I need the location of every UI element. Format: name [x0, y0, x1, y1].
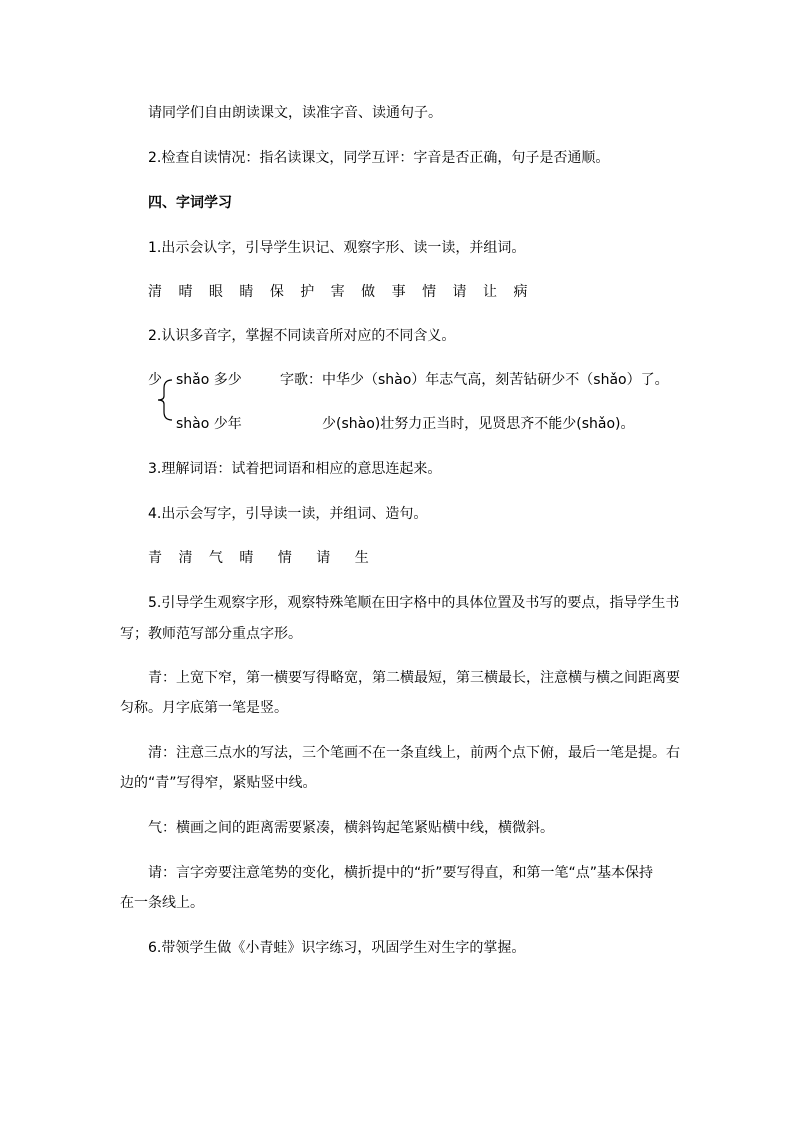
char: 晴: [239, 550, 254, 566]
char: 清: [148, 284, 162, 300]
char: 病: [513, 284, 528, 300]
char: 害: [330, 284, 345, 300]
polyphone-rhyme-1: 字歌：中华少（shào）年志气高，刻苦钻研少不（shǎo）了。: [280, 372, 669, 388]
char: 做: [361, 284, 376, 300]
brace-icon: [150, 376, 174, 424]
paragraph-polyphone: 2.认识多音字，掌握不同读音所对应的不同含义。: [148, 328, 456, 344]
char: 情: [277, 550, 292, 566]
recognize-chars-row: [148, 282, 539, 302]
polyphone-reading-2: shào 少年: [176, 416, 242, 432]
paragraph-observe-shape-line2: 写；教师范写部分重点字形。: [120, 626, 302, 642]
char: 睛: [239, 284, 254, 300]
note-qing3-line1: 请：言字旁要注意笔势的变化，横折提中的“折”要写得直，和第一笔“点”基本保持: [148, 865, 654, 881]
paragraph-write-chars: 4.出示会写字，引导读一读，并组词、造句。: [148, 506, 428, 522]
char: 情: [422, 284, 437, 300]
write-chars-row: [148, 548, 381, 568]
char: 眼: [208, 284, 223, 300]
paragraph-frog-exercise: 6.带领学生做《小青蛙》识字练习，巩固学生对生字的掌握。: [148, 940, 526, 956]
note-qing2-line2: 边的“青”写得窄，紧贴竖中线。: [120, 775, 317, 791]
note-qing-line2: 匀称。月字底第一笔是竖。: [120, 700, 288, 716]
paragraph-observe-shape-line1: 5.引导学生观察字形，观察特殊笔顺在田字格中的具体位置及书写的要点，指导学生书: [148, 595, 680, 611]
char: 事: [391, 284, 406, 300]
char: 让: [482, 284, 497, 300]
char: 生: [354, 550, 369, 566]
section-heading-word-study: 四、字词学习: [148, 195, 232, 211]
char: 青: [148, 550, 162, 566]
paragraph-understand-words: 3.理解词语：试着把词语和相应的意思连起来。: [148, 461, 442, 477]
note-qi: 气：横画之间的距离需要紧凑，横斜钩起笔紧贴横中线，横微斜。: [148, 820, 554, 836]
note-qing3-line2: 在一条线上。: [120, 895, 204, 911]
char: 请: [316, 550, 331, 566]
polyphone-char: 少: [148, 372, 162, 388]
char: 请: [452, 284, 467, 300]
char: 保: [269, 284, 284, 300]
polyphone-reading-1: shǎo 多少: [176, 372, 242, 388]
paragraph-check-reading: 2.检查自读情况：指名读课文，同学互评：字音是否正确，句子是否通顺。: [148, 150, 610, 166]
char: 气: [208, 550, 223, 566]
paragraph-recognize-chars: 1.出示会认字，引导学生识记、观察字形、读一读，并组词。: [148, 240, 526, 256]
char: 护: [300, 284, 315, 300]
note-qing2-line1: 清：注意三点水的写法，三个笔画不在一条直线上，前两个点下俯，最后一笔是提。右: [148, 745, 680, 761]
note-qing-line1: 青：上宽下窄，第一横要写得略宽，第二横最短，第三横最长，注意横与横之间距离要: [148, 670, 680, 686]
char: 清: [178, 550, 193, 566]
char: 晴: [178, 284, 193, 300]
paragraph-read-aloud: 请同学们自由朗读课文，读准字音、读通句子。: [148, 105, 442, 121]
polyphone-rhyme-2: 少(shào)壮努力正当时，见贤思齐不能少(shǎo)。: [322, 416, 635, 432]
